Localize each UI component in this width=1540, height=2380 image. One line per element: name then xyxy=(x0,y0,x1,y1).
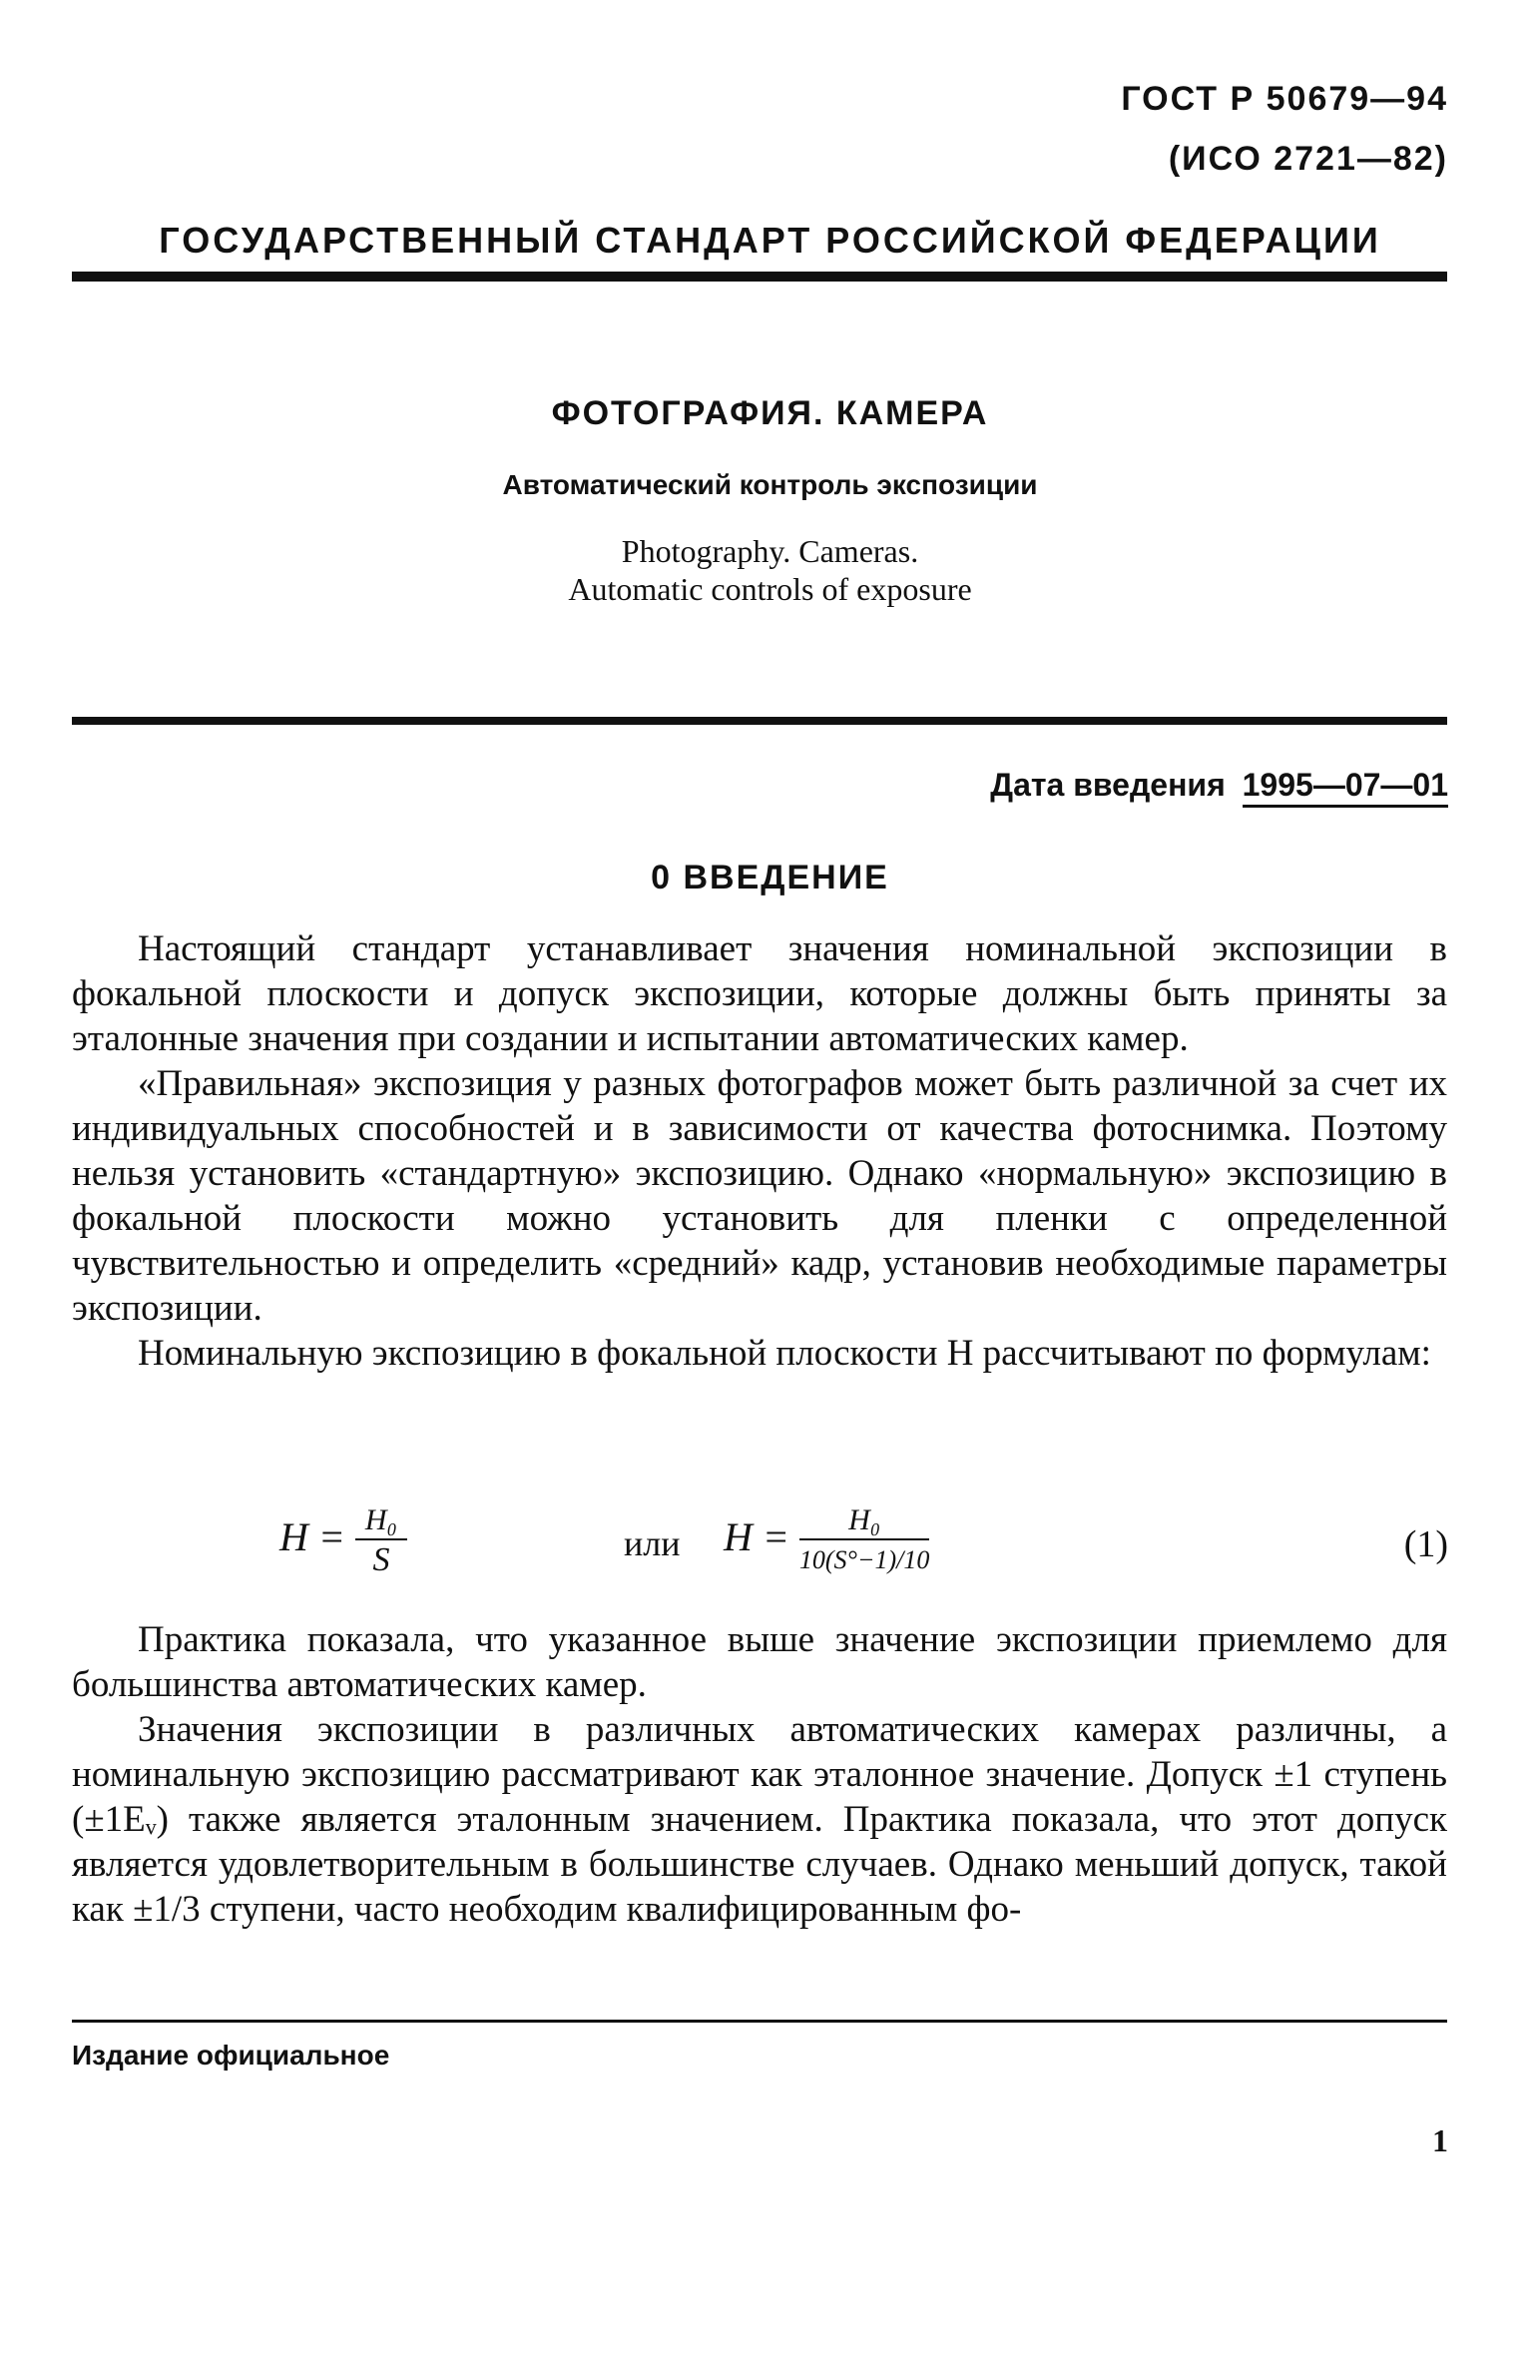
iso-code: (ИСО 2721—82) xyxy=(1168,140,1448,178)
fraction-2-denominator: 10(S°−1)/10 xyxy=(798,1545,930,1574)
footer-rule xyxy=(72,2020,1447,2023)
edition-note: Издание официальное xyxy=(72,2040,390,2071)
document-title: ФОТОГРАФИЯ. КАМЕРА xyxy=(551,394,989,432)
standard-code: ГОСТ Р 50679—94 xyxy=(1121,80,1448,118)
body-text-lower xyxy=(72,1617,1447,1932)
paragraph-3: Номинальную экспозицию в фокальной плоскости H рассчитывают по формулам: xyxy=(138,1333,1431,1374)
introduction-date-label: Дата введения xyxy=(990,767,1226,803)
page-number: 1 xyxy=(1432,2122,1448,2158)
fraction-2-numerator: H₀ xyxy=(799,1502,929,1540)
body-text-upper xyxy=(72,926,1447,1376)
introduction-date-value: 1995—07—01 xyxy=(1243,767,1448,808)
section-heading: 0 ВВЕДЕНИЕ xyxy=(651,859,889,896)
formula-or: или xyxy=(624,1523,681,1563)
paragraph-5: Значения экспозиции в различных автоматических камерах различны, а номинальную экспозицию рассматривают как эталонное значение. Допуск ±1 ступень (±1Eᵥ) также является эталонным значением. Практика показала, что этот допуск является удовлетворительным в большинстве случаев. Однако меньший допуск, такой как ±1/3 ступени, часто необходим квалифицированным фо- xyxy=(72,1709,1447,1930)
document-subtitle: Автоматический контроль экспозиции xyxy=(502,469,1038,500)
formula-lhs: H = xyxy=(279,1514,345,1560)
paragraph-2: «Правильная» экспозиция у разных фотографов может быть различной за счет их индивидуальных способностей и в зависимости от качества фотоснимка. Поэтому нельзя установить «стандартную» экспозицию. Однако «нормальную» экспозицию в фокальной плоскости можно установить для пленки с определенной чувствительностью и определить «средний» кадр, установив необходимые параметры экспозиции. xyxy=(72,1063,1447,1329)
fraction-1-numerator: H₀ xyxy=(355,1502,407,1540)
formula-fraction-2 xyxy=(799,1502,929,1580)
title-rule xyxy=(72,717,1447,725)
formula-fraction-1 xyxy=(355,1502,407,1580)
fraction-1-denominator: S xyxy=(372,1541,390,1578)
english-title-line1: Photography. Cameras. xyxy=(621,533,919,569)
formula-1-alt xyxy=(724,1502,929,1580)
header-rule xyxy=(72,272,1447,282)
paragraph-4: Практика показала, что указанное выше значение экспозиции приемлемо для большинства автоматических камер. xyxy=(72,1619,1447,1705)
formula-1 xyxy=(279,1502,407,1580)
introduction-date xyxy=(990,767,1448,804)
state-standard-banner: ГОСУДАРСТВЕННЫЙ СТАНДАРТ РОССИЙСКОЙ ФЕДЕРАЦИИ xyxy=(159,220,1381,261)
paragraph-1: Настоящий стандарт устанавливает значения номинальной экспозиции в фокальной плоскости и допуск экспозиции, которые должны быть приняты за эталонные значения при создании и испытании автоматических камер. xyxy=(72,928,1447,1059)
formula-lhs-2: H = xyxy=(724,1514,789,1560)
english-title-line2: Automatic controls of exposure xyxy=(568,571,972,607)
formula-number: (1) xyxy=(1403,1523,1448,1565)
